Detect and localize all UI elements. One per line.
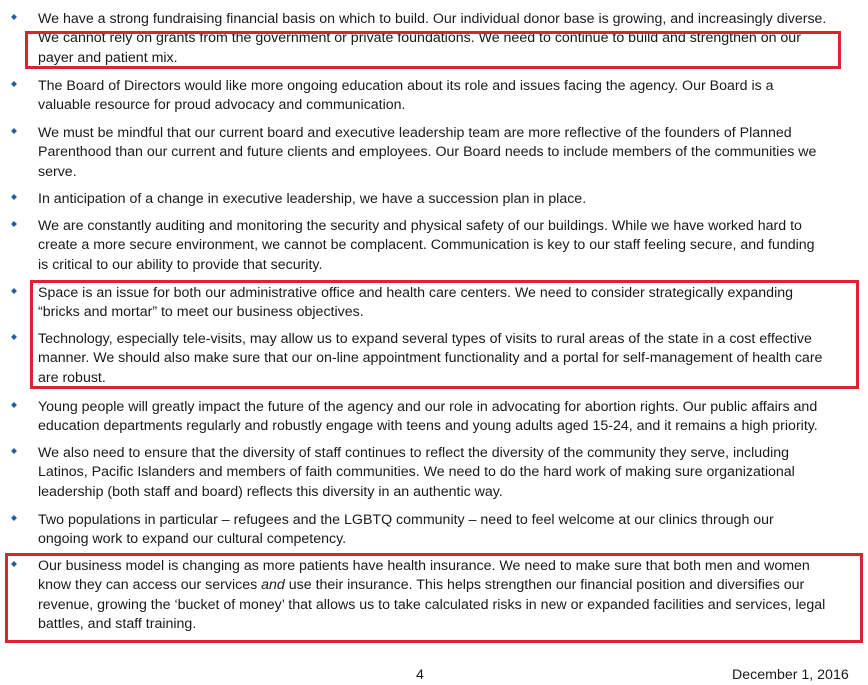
item-line: We also need to ensure that the diversity of staff continues to reflect the diversity of the community they serve, including xyxy=(38,445,790,461)
item-line: “bricks and mortar” to meet our business objectives. xyxy=(38,304,364,321)
item-line: valuable resource for proud advocacy and communication. xyxy=(38,97,406,114)
item-line: create a more secure environment, we cannot be complacent. Communication is key to our staff feeling secure, and funding xyxy=(38,237,815,254)
item-line: are robust. xyxy=(38,369,106,386)
highlight-box xyxy=(25,31,841,69)
item-line: revenue, growing the ‘bucket of money’ that allows us to take calculated risks in new or expanded facilities and services, legal xyxy=(38,596,826,613)
list-item xyxy=(38,398,860,437)
item-line: battles, and staff training. xyxy=(38,616,197,633)
bullet-icon xyxy=(11,448,17,454)
highlight-box xyxy=(5,553,863,643)
item-line: know they can access our services and use their insurance. This helps strengthen our financial position and diversifies our xyxy=(38,577,805,594)
item-line: Parenthood than our current and future clients and employees. Our Board needs to include members of the communities we xyxy=(38,144,817,161)
bullet-icon xyxy=(11,515,17,521)
page-number: 4 xyxy=(416,667,424,683)
item-line: Technology, especially tele-visits, may allow us to expand several types of visits to rural areas of the state in a cost effective xyxy=(38,331,812,347)
item-line: In anticipation of a change in executive leadership, we have a succession plan in place. xyxy=(38,191,587,207)
bullet-icon xyxy=(11,81,17,87)
item-line: Latinos, Pacific Islanders and members of faith communities. We need to do the hard work of making sure organizational xyxy=(38,464,795,481)
bullet-icon xyxy=(11,221,17,227)
bullet-icon xyxy=(11,194,17,200)
list-item xyxy=(38,444,860,502)
list-item xyxy=(38,190,860,209)
list-item xyxy=(38,217,860,275)
bullet-icon xyxy=(11,14,17,20)
item-line: serve. xyxy=(38,163,77,180)
item-line: Space is an issue for both our administrative office and health care centers. We need to consider strategically expanding xyxy=(38,285,793,301)
item-line: We have a strong fundraising financial basis on which to build. Our individual donor base is growing, and increasingly diverse. xyxy=(38,11,827,27)
bullet-icon xyxy=(11,128,17,134)
item-line: manner. We should also make sure that our on-line appointment functionality and a portal for self-management of health care xyxy=(38,350,823,367)
bullet-icon xyxy=(11,334,17,340)
list-item xyxy=(38,77,860,116)
item-line: ongoing work to expand our cultural competency. xyxy=(38,531,347,548)
item-line: We must be mindful that our current board and executive leadership team are more reflective of the founders of Planned xyxy=(38,125,792,141)
item-line: education departments regularly and robustly engage with teens and young adults aged 15-24, and it remains a high priority. xyxy=(38,418,818,435)
item-line: We cannot rely on grants from the government or private foundations. We need to continue to build and strengthen on our xyxy=(38,30,801,47)
item-line: The Board of Directors would like more ongoing education about its role and issues facing the agency. Our Board is a xyxy=(38,78,774,94)
item-line: We are constantly auditing and monitoring the security and physical safety of our buildings. While we have worked hard to xyxy=(38,218,802,234)
item-line: payer and patient mix. xyxy=(38,49,178,66)
highlight-box xyxy=(30,280,859,389)
list-item xyxy=(38,511,860,550)
item-line: Two populations in particular – refugees and the LGBTQ community – need to feel welcome at our clinics through our xyxy=(38,512,774,528)
footer-date: December 1, 2016 xyxy=(732,667,849,683)
item-line: leadership (both staff and board) reflects this diversity in an authentic way. xyxy=(38,483,503,500)
bullet-icon xyxy=(11,288,17,294)
item-line: Our business model is changing as more patients have health insurance. We need to make sure that both men and women xyxy=(38,558,810,574)
list-item xyxy=(38,124,860,182)
bullet-icon xyxy=(11,402,17,408)
item-line: is critical to our ability to provide that security. xyxy=(38,256,323,273)
item-line: Young people will greatly impact the future of the agency and our role in advocating for abortion rights. Our public affairs and xyxy=(38,399,818,415)
